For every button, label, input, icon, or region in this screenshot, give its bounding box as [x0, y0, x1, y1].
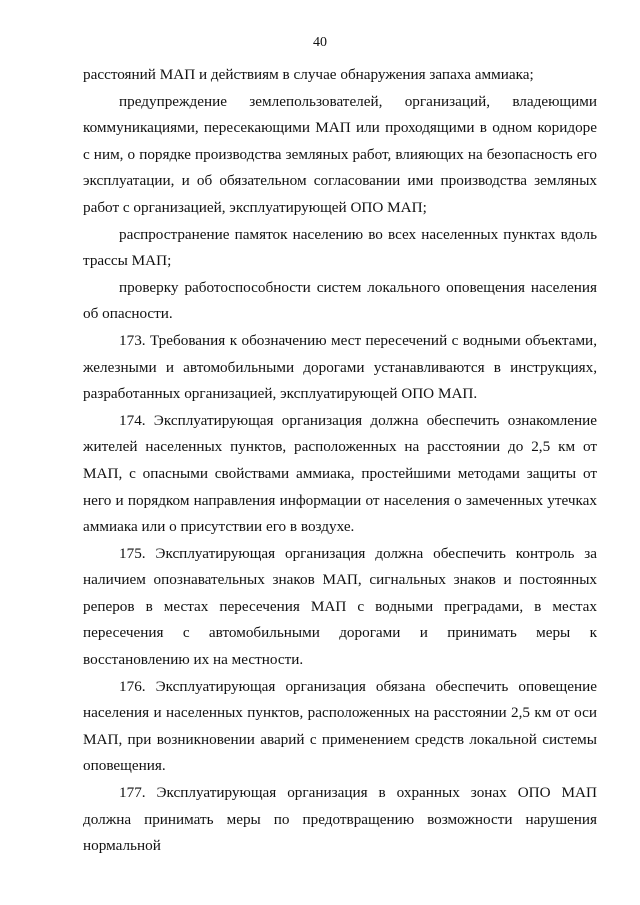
paragraph-leaflet-distribution: распространение памяток населению во всех населенных пунктах вдоль трассы МАП; — [83, 225, 597, 270]
paragraph-item-173: 173. Требования к обозначению мест пересечений с водными объектами, железными и автомобильными дорогами устанавливаются в инструкциях, разработанных организацией, эксплуатирующей ОПО МАП. — [83, 331, 597, 403]
paragraph-alert-system-check: проверку работоспособности систем локального оповещения населения об опасности. — [83, 278, 597, 323]
paragraph-item-177: 177. Эксплуатирующая организация в охранных зонах ОПО МАП должна принимать меры по предотвращению возможности нарушения нормальной — [83, 784, 597, 855]
paragraph-item-175: 175. Эксплуатирующая организация должна обеспечить контроль за наличием опознавательных знаков МАП, сигнальных знаков и постоянных реперов в местах пересечения МАП с водными преградами, в местах пересечения с автомобильными дорогами и принимать меры к восстановлению их на местности. — [83, 544, 597, 669]
paragraph-landowner-warning: предупреждение землепользователей, организаций, владеющими коммуникациями, пересекающими МАП или проходящими в одном коридоре с ним, о порядке производства земляных работ, влияющих на безопасность его эксплуатации, и об обязательном согласовании ими производства земляных работ с организацией, эксплуатирующей ОПО МАП; — [83, 92, 597, 216]
document-body — [83, 62, 597, 860]
page-number: 40 — [313, 35, 327, 50]
paragraph-item-174: 174. Эксплуатирующая организация должна обеспечить ознакомление жителей населенных пунктов, расположенных на расстоянии до 2,5 км от МАП, с опасными свойствами аммиака, простейшими методами защиты от него и порядком направления информации от населения о замеченных утечках аммиака или о присутствии его в воздухе. — [83, 411, 597, 536]
paragraph-item-176: 176. Эксплуатирующая организация обязана обеспечить оповещение населения и населенных пунктов, расположенных на расстоянии 2,5 км от оси МАП, при возникновении аварий с применением средств локальной системы оповещения. — [83, 677, 597, 775]
paragraph-continuation: расстояний МАП и действиям в случае обнаружения запаха аммиака; — [83, 66, 534, 83]
